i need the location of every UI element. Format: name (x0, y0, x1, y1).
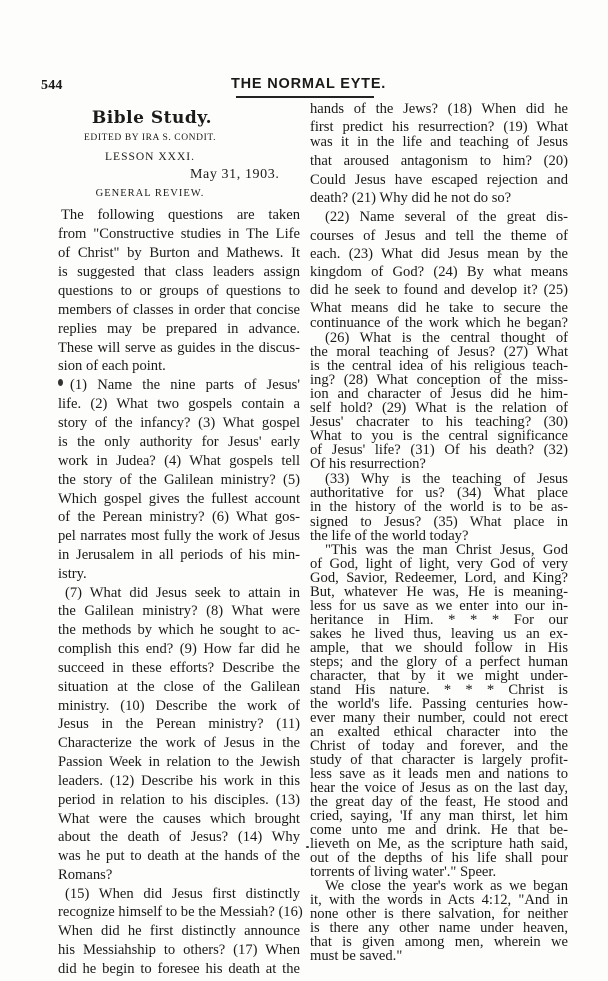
text-line: death? (21) Why did he not do so? (310, 190, 512, 206)
text-line: of God, light of light, very God of very (310, 556, 568, 572)
text-line: none other is there salvation, for neither (310, 906, 568, 922)
text-line: (1) Name the nine parts of Jesus' (70, 377, 300, 393)
text-line: from "Constructive studies in The Life (58, 226, 300, 242)
text-line: the life of the world today? (310, 528, 469, 544)
text-line: of Christ" by Burton and Mathews. It (58, 245, 300, 261)
text-line: members of classes in order that concise (58, 302, 300, 318)
text-line: story of the infancy? (3) What gospel (58, 415, 300, 431)
text-line: We close the year's work as we began (325, 878, 568, 894)
text-line: Romans? (58, 867, 113, 883)
text-line: But, whatever He was, He is meaning- (310, 584, 568, 600)
text-line: hands of the Jews? (18) When did he (310, 101, 568, 117)
text-line: questions to or groups of questions to (58, 283, 300, 299)
text-line: Christ of today and forever, and the (310, 738, 568, 754)
text-line: the methods by which he sought to ac- (58, 622, 300, 638)
text-line: courses of Jesus and tell the theme of (310, 228, 568, 244)
text-line: hear the voice of Jesus as on the last day, (310, 780, 568, 796)
text-line: "This was the man Christ Jesus, God (325, 542, 568, 558)
text-line: situation at the close of the Galilean (58, 679, 300, 695)
lesson-date: May 31, 1903. (190, 167, 280, 182)
page-number: 544 (41, 78, 63, 93)
text-line: character, that by it we might under- (310, 668, 568, 684)
text-line: the Galilean ministry? (8) What were (58, 603, 300, 619)
text-line: cried, saying, 'If any man thirst, let him (310, 808, 568, 824)
scan-speck (306, 846, 309, 848)
text-line: in Jerusalem in all periods of his min- (58, 547, 300, 563)
text-line: What were the causes which brought (58, 811, 300, 827)
text-line: sakes he lived thus, leaving us an ex- (310, 626, 568, 642)
text-line: complish this end? (9) How far did he (58, 641, 300, 657)
running-head: THE NORMAL EYTE. (231, 76, 387, 92)
text-line: ion and character of Jesus did he him- (310, 386, 568, 402)
text-line: must be saved." (310, 948, 403, 964)
text-line: (22) Name several of the great dis- (325, 209, 568, 225)
text-line: (33) Why is the teaching of Jesus (325, 471, 568, 487)
text-line: Of his resurrection? (310, 456, 426, 472)
text-line: (26) What is the central thought of (325, 330, 568, 346)
text-line: authoritative for us? (34) What place (310, 485, 568, 501)
text-line: an exalted ethical character into the (310, 724, 568, 740)
text-line: continuance of the work which he began? (310, 315, 568, 331)
text-line: each. (23) What did Jesus mean by the (310, 246, 568, 262)
text-line: istry. (58, 566, 87, 582)
text-line: his Messiahship to others? (17) When (58, 942, 300, 958)
text-line: Could Jesus have escaped rejection and (310, 172, 568, 188)
text-line: is the only authority for Jesus' early (58, 434, 300, 450)
text-line: is the central idea of his religious teach- (310, 358, 568, 374)
text-line: self hold? (29) What is the relation of (310, 400, 568, 416)
text-line: stand His nature. * * * Christ is (310, 682, 568, 698)
scan-speck (58, 379, 63, 386)
text-line: less for us save as we enter into our in- (310, 598, 568, 614)
text-line: (15) When did Jesus first distinctly (65, 886, 300, 902)
text-line: the moral teaching of Jesus? (27) What (310, 344, 568, 360)
text-line: the world's life. Passing centuries how- (310, 696, 568, 712)
text-line: heritance in Him. * * * For our (310, 612, 568, 628)
text-line: Passion Week in relation to the Jewish (58, 754, 300, 770)
text-line: of Jesus' life? (31) Of his death? (32) (310, 442, 568, 458)
text-line: period in relation to his disciples. (13) (58, 792, 300, 808)
text-line: steps; and the glory of a perfect human (310, 654, 568, 670)
text-line: was it in the life and teaching of Jesus (310, 134, 568, 150)
text-line: that is given among men, wherein we (310, 934, 568, 950)
text-line: recognize himself to be the Messiah? (16) (58, 904, 303, 920)
text-line: leaders. (12) Describe his work in this (58, 773, 300, 789)
text-line: life. (2) What two gospels contain a (58, 396, 300, 412)
text-line: did he begin to foresee his death at the (58, 961, 300, 977)
article-editor: EDITED BY IRA S. CONDIT. (83, 133, 217, 143)
text-line: replies may be prepared in advance. (58, 321, 300, 337)
text-line: less save as it leads men and nations to (310, 766, 568, 782)
text-line: These will serve as guides in the discus- (58, 340, 300, 356)
text-line: pel narrates most fully the work of Jesus (58, 528, 300, 544)
article-title: Bible Study. (91, 108, 213, 128)
text-line: torrents of living water'." Speer. (310, 864, 497, 880)
text-line: God, Savior, Redeemer, Lord, and King? (310, 570, 568, 586)
text-line: The following questions are taken (61, 207, 300, 223)
text-line: about the death of Jesus? (14) Why (58, 829, 300, 845)
running-head-rule (236, 96, 374, 98)
text-line: did he seek to found and develop it? (25) (310, 282, 568, 298)
text-line: Characterize the work of Jesus in the (58, 735, 300, 751)
text-line: work in Judea? (4) What gospels tell (58, 453, 300, 469)
text-line: out of the depths of his life shall pour (310, 850, 568, 866)
text-line: lieveth on Me, as the scripture hath said, (310, 836, 568, 852)
text-line: ing? (28) What conception of the miss- (310, 372, 568, 388)
text-line: ever many their number, could not erect (310, 710, 568, 726)
text-line: What means did he take to secure the (310, 300, 568, 316)
text-line: Which gospel gives the fullest account (58, 491, 300, 507)
text-line: of the Perean ministry? (6) What gos- (58, 509, 300, 525)
text-line: study of that character is largely profit- (310, 752, 568, 768)
text-line: ample, that we should follow in His (310, 640, 568, 656)
text-line: is there any other name under heaven, (310, 920, 568, 936)
text-line: it, with the words in Acts 4:12, "And in (310, 892, 568, 908)
lesson-number: LESSON XXXI. (105, 151, 195, 163)
section-heading: GENERAL REVIEW. (95, 188, 205, 199)
text-line: What to you is the central significance (310, 428, 568, 444)
text-line: was he put to death at the hands of the (58, 848, 300, 864)
text-line: in the history of the world is to be as- (310, 499, 568, 515)
text-line: succeed in these efforts? Describe the (58, 660, 300, 676)
text-line: ministry. (10) Describe the work of (58, 698, 300, 714)
text-line: that aroused antagonism to him? (20) (310, 153, 568, 169)
text-line: (7) What did Jesus seek to attain in (65, 585, 300, 601)
text-line: come unto me and drink. He that be- (310, 822, 568, 838)
text-line: first predict his resurrection? (19) What (310, 119, 568, 135)
text-line: the story of the Galilean ministry? (5) (58, 472, 300, 488)
text-line: Jesus in the Perean ministry? (11) (58, 716, 300, 732)
text-line: Jesus' chacrater to his teaching? (30) (310, 414, 568, 430)
text-line: is suggested that class leaders assign (58, 264, 300, 280)
text-line: sion of each point. (58, 358, 166, 374)
text-line: kingdom of God? (24) By what means (310, 264, 568, 280)
text-line: When did he first distinctly announce (58, 923, 300, 939)
text-line: signed to Jesus? (35) What place in (310, 514, 568, 530)
text-line: the great day of the feast, He stood and (310, 794, 568, 810)
